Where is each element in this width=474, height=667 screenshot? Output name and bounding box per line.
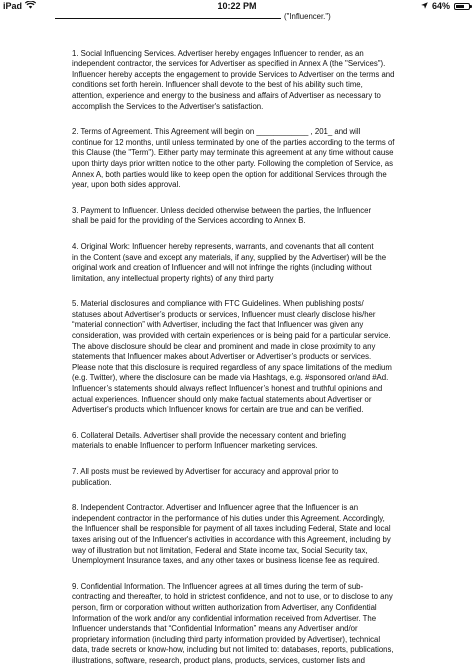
clause-3: 3. Payment to Influencer. Unless decided otherwise between the parties, the Influencer shall be paid for the providing of the Services according to Annex B. (72, 205, 372, 226)
clauses-list (72, 49, 470, 667)
clause-9: 9. Confidential Information. The Influencer agrees at all times during the term of sub- contracting and thereafter, to hold in strictest confidence, and not to use, or to disclose to any person, firm or corporation without written authorization from Advertiser, any Confidential Information of the work and/or any confidential information received from Advertiser. The Influencer understands that “Confidential Information” means any Advertiser and/or proprietary information (including third party information provided by Advertiser), technical data, trade secrets or know-how, including but not limited to: databases, reports, publications, illustrations, software, research, product plans, products, services, customer lists and (72, 581, 394, 665)
influencer-header-label: ("Influencer.") (284, 12, 331, 21)
battery-percent: 64% (431, 1, 450, 11)
carrier-label: iPad (3, 1, 23, 11)
clause-8: 8. Independent Contractor. Advertiser and Influencer agree that the Influencer is an independent contractor in the performance of his duties under this Agreement. Accordingly, the Influencer shall be responsible for payment of all taxes including Federal, State and local taxes arising out of the Influencer's activities in accordance with this Agreement, including by way of illustration but not limitation, Federal and State income tax, Social Security tax, Unemployment Insurance taxes, and any other taxes or business license fee as required. (72, 503, 391, 566)
battery-icon (454, 3, 470, 10)
clause-7: 7. All posts must be reviewed by Advertiser for accuracy and approval prior to publication. (72, 467, 339, 487)
battery-level-fill (456, 5, 464, 8)
clause-2: 2. Terms of Agreement. This Agreement will begin on ____________ , 201_ and will continue for 12 months, until unless terminated by one of the parties according to the terms of this Clause (the "Term"). Either party may terminate this agreement at any time without cause upon thirty days prior written notice to the other party. Following the completion of Service, as Annex A, both parties would like to keep open the option for additional Services through the year, upon both sides approval. (72, 127, 395, 190)
clause-1: 1. Social Influencing Services. Advertiser hereby engages Influencer to render, as an independent contractor, the services for Advertiser as specified in Annex A (the "Services"). Influencer hereby accepts the engagement to provide Services to Advertiser on the terms and conditions set forth herein. Influencer shall devote to the best of his ability such time, attention, experience and energy to the business and affairs of Advertiser as necessary to accomplish the Services to the Advertiser's satisfaction. (72, 48, 395, 111)
clause-4: 4. Original Work: Influencer hereby represents, warrants, and covenants that all content in the Content (save and except any materials, if any, supplied by the Advertiser) will be the original work and creation of Influencer and will not infringe the rights (including without limitation, any intellectual property rights) of any third party (72, 241, 387, 283)
clause-6: 6. Collateral Details. Advertiser shall provide the necessary content and briefing materials to enable Influencer to perform Influencer marketing services. (72, 430, 346, 451)
clock: 10:22 PM (217, 1, 257, 11)
clause-5: 5. Material disclosures and compliance with FTC Guidelines. When publishing posts/ statuses about Advertiser’s products or services, Influencer must clearly disclose his/her “material connection” with Advertiser, including the fact that Influencer was given any consideration, was provided with certain experiences or is being paid for a particular service. The above disclosure should be clear and prominent and made in close proximity to any statements that Influencer makes about Advertiser or Advertiser’s products or services. Please note that this disclosure is required regardless of any space limitations of the medium (e.g. Twitter), where the disclosure can be made via Hashtags, e.g. #sponsored or/and #Ad. Influencer’s statements should always reflect Influencer’s honest and truthful opinions and actual experiences. Influencer should only make factual statements about Advertiser or Advertiser's products which Influencer knows for certain are true and can be verified. (72, 299, 392, 415)
influencer-header-line (55, 10, 470, 23)
name-blank-line (55, 10, 281, 19)
document-page (72, 10, 470, 667)
